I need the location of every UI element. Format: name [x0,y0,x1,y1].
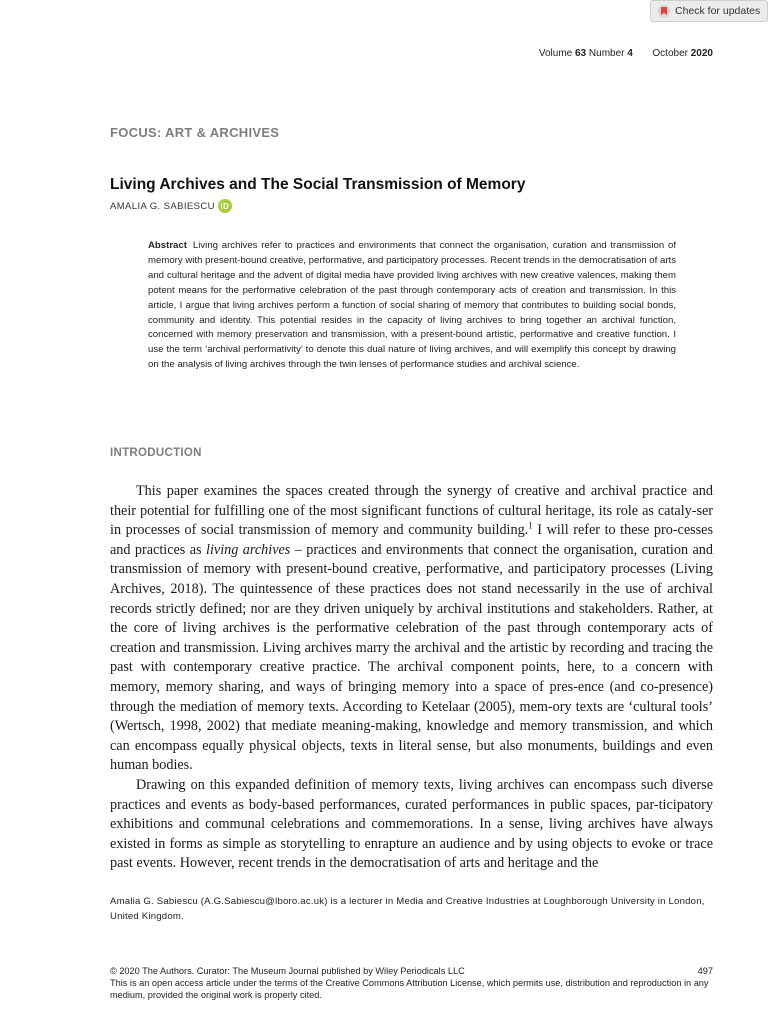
volume-number: 63 [575,48,587,59]
crossmark-icon [657,4,671,18]
check-for-updates-button[interactable] [650,0,768,22]
check-for-updates-label: Check for updates [675,5,761,17]
section-focus: FOCUS: ART & ARCHIVES [110,125,280,140]
introduction-body [110,482,713,874]
copyright-line: © 2020 The Authors. Curator: The Museum Journal published by Wiley Periodicals LLC [110,966,465,976]
orcid-icon[interactable]: iD [218,199,232,213]
issue-info [539,48,713,59]
author-footnote: Amalia G. Sabiescu (A.G.Sabiescu@lboro.ac.uk) is a lecturer in Media and Creative Industries at Loughborough University in London, United Kingdom. [110,896,705,922]
abstract-text: Living archives refer to practices and environments that connect the organisation, curation and transmission of memory with present-bound creative, performative, and participatory processes. Recent trends in the democratisation of arts and cultural heritage and the advent of digital media have provided living archives with new creative valences, making them potent means for the performative celebration of the past through contemporary acts of creation and transmission. In this article, I argue that living archives perform a function of social sharing of memory that contributes to building social bonds, community and identity. This potential resides in the capacity of living archives to bring together an archival function, concerned with memory preservation and transmission, with a present-bound artistic, performative and creative function. I use the term ‘archival performativity’ to denote this dual nature of living archives, and will exemplify this concept by drawing on the analysis of living archives through the twin lenses of performance studies and archival science. [148,240,676,371]
license-text: This is an open access article under the terms of the Creative Commons Attribution License, which permits use, distribution and reproduction in any medium, provided the original work is properly cited. [110,977,709,1000]
paragraph-1 [110,482,713,776]
paragraph-1-text-a: This paper examines the spaces created through the synergy of creative and archival practice and their potential for fulfilling one of the most significant functions of cultural heritage, its role as cataly-ser in processes of social transmission of memory and community building. [110,483,713,539]
volume-label: Volume [538,48,573,59]
introduction-heading: INTRODUCTION [110,447,202,459]
issue-number: 4 [627,48,633,59]
paragraph-2: Drawing on this expanded definition of memory texts, living archives can encompass such diverse practices and events as body-based performances, curated performances in public spaces, par-ticipatory exhibitions and communal celebrations and commemorations. In a sense, living archives have always existed in forms as simple as storytelling to enrapture an audience and by using objects to evoke or trace past events. However, recent trends in the democratisation of arts and heritage and the [110,776,713,872]
author-name[interactable]: AMALIA G. SABIESCU [110,200,215,212]
footnote-ref-1[interactable]: 1 [528,520,533,531]
issue-month: October [652,48,688,59]
abstract-label: Abstract [148,240,187,251]
page-number: 497 [697,966,713,976]
issue-year: 2020 [690,48,713,59]
paragraph-1-text-c: – practices and environments that connect the organisation, curation and transmission of memory with present-bound creative, performative, and participatory processes (Living Archives, 2018). The quintessence of these practices does not stand necessarily in the use of archival records strictly defined; nor are they driven uniquely by archival institutions and stakeholders. Rather, at the core of living archives is the performative celebration of the past through contemporary acts of creation and transmission. Living archives marry the archival and the artistic by recording and tracing the past with contemporary creative practice. The archival component points, here, to a concern with memory, memory sharing, and ways of bringing memory into a space of pres-ence (and co-presence) through the mediation of memory texts. According to Ketelaar (2005), mem-ory texts are ‘cultural tools’ (Wertsch, 1998, 2002) that mediate meaning-making, knowledge and memory transmission, and which can encompass equally physical objects, texts in literal sense, but also monuments, buildings and even human bodies. [110,541,713,774]
number-label: Number [588,48,625,59]
abstract [148,239,676,373]
copyright-block [110,966,713,1001]
article-title: Living Archives and The Social Transmission of Memory [110,176,526,193]
paragraph-1-text-b: I will refer to these pro-cesses and practices as [110,522,714,558]
paragraph-1-emphasis: living archives [206,541,291,558]
author-line [110,199,232,213]
